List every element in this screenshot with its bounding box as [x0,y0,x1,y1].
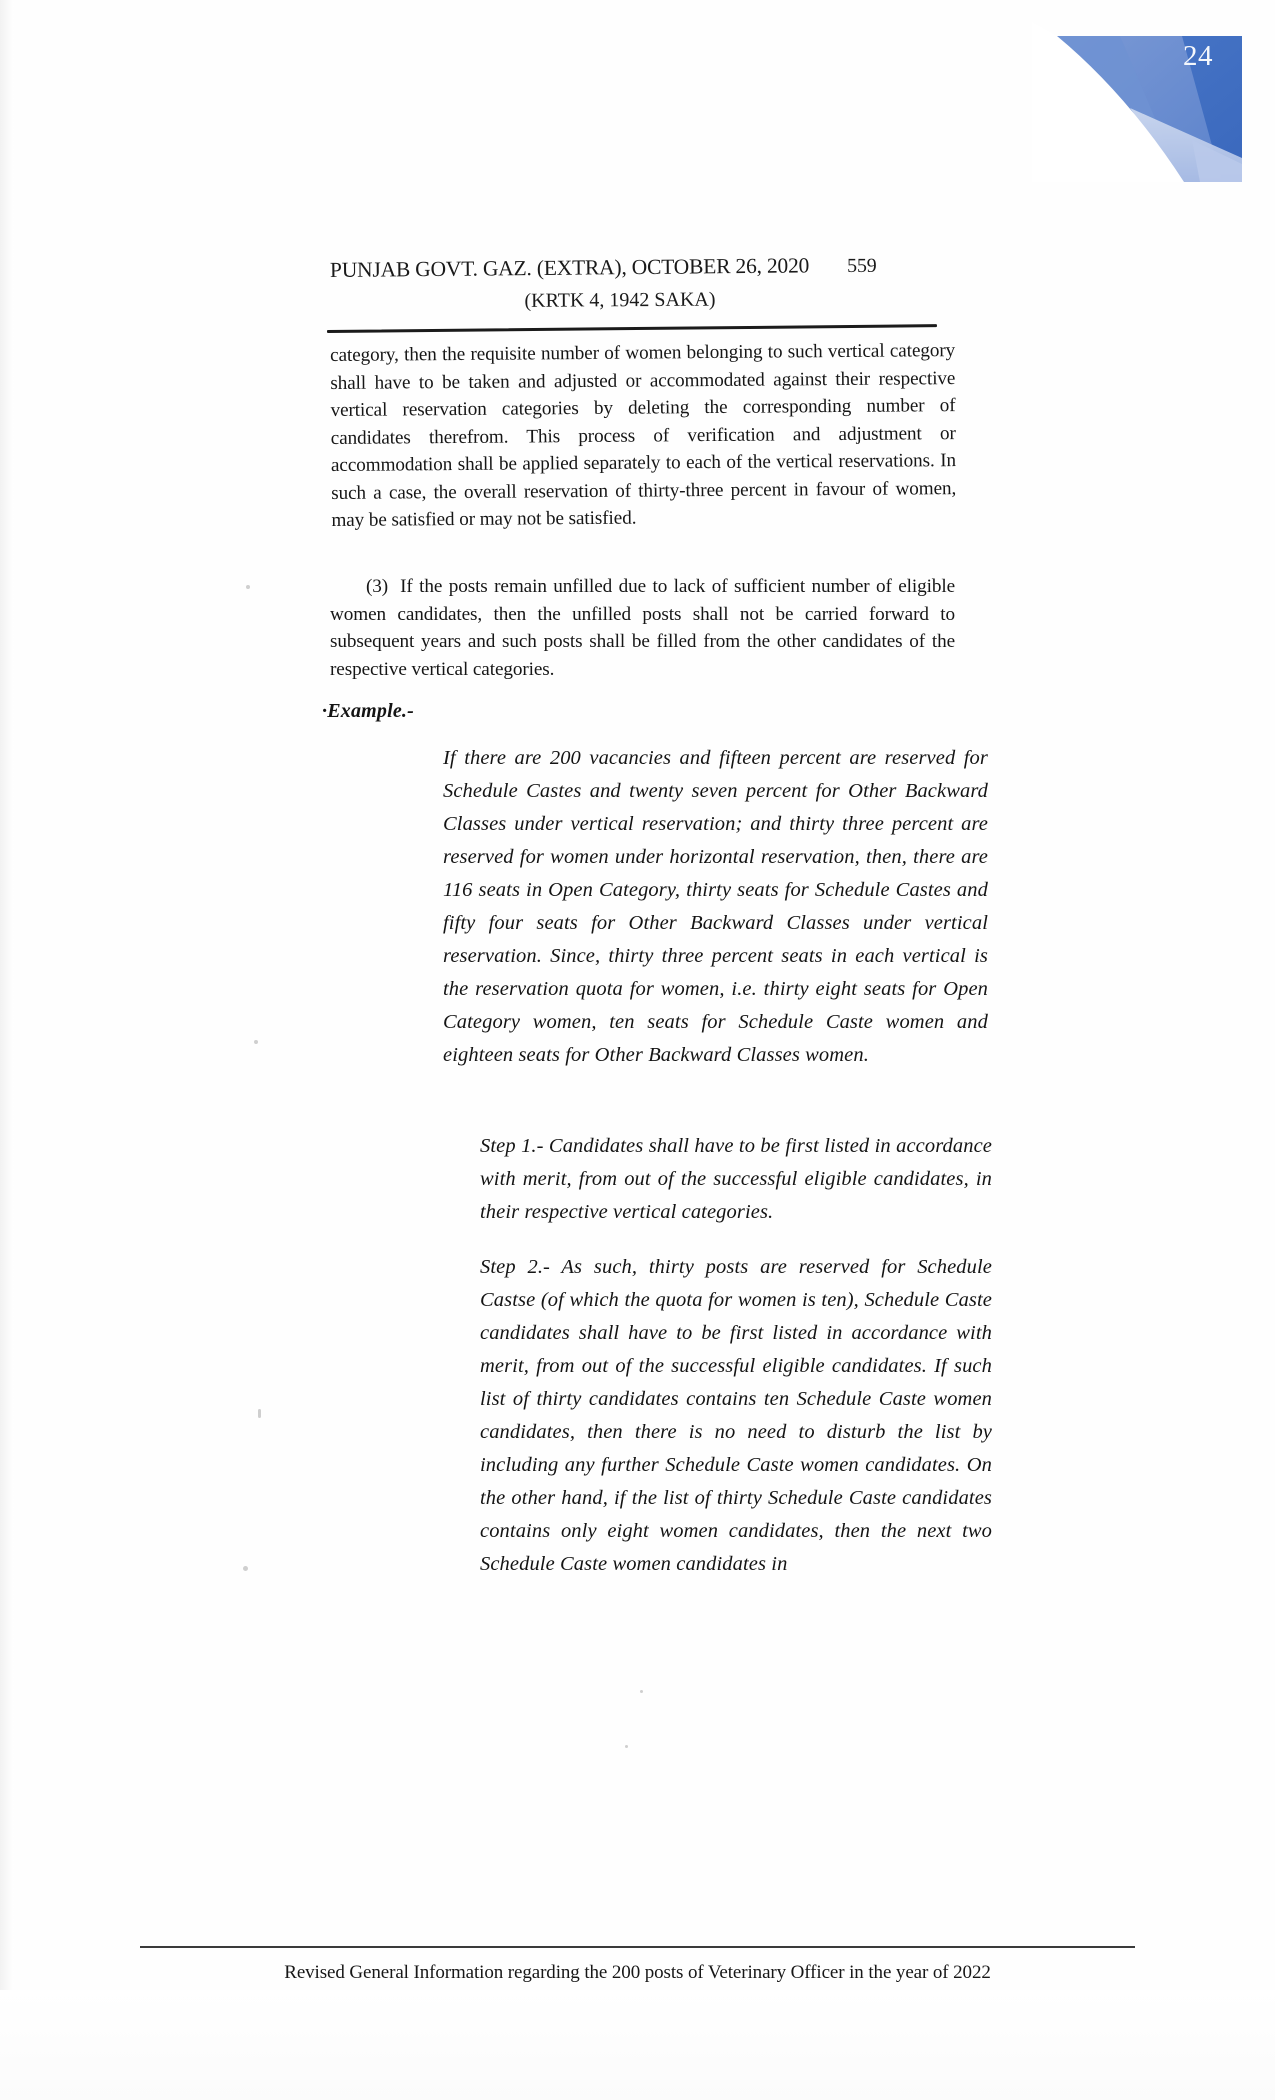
step-2-paragraph: Step 2.- As such, thirty posts are reserved for Schedule Castse (of which the quota for women is ten), Schedule Caste candidates shall have to be first listed in accordance with merit, from out of the successful eligible candidates. If such list of thirty candidates contains ten Schedule Caste women candidates, then there is no need to disturb the list by including any further Schedule Caste women candidates. On the other hand, if the list of thirty Schedule Caste candidates contains only eight women candidates, then the next two Schedule Caste women candidates in [480,1256,992,1575]
clause-3-text: If the posts remain unfilled due to lack of sufficient number of eligible women candidates, then the unfilled posts shall not be carried forward to subsequent years and such posts shall be filled from the other candidates of the respective vertical categories. [330,576,955,680]
gazette-header-line-1 [330,252,970,283]
gazette-saka-line: (KRTK 4, 1942 SAKA) [524,288,716,312]
footer-horizontal-rule [140,1946,1135,1948]
scan-speck [640,1690,643,1693]
step-1-paragraph: Step 1.- Candidates shall have to be first listed in accordance with merit, from out of the successful eligible candidates, in their respective vertical categories. [480,1135,992,1223]
scan-speck [258,1409,261,1418]
paragraph-continued: category, then the requisite number of women belonging to such vertical category shall have to be taken and adjusted or accommodated against their respective vertical reservation categories by deleting the corresponding number of candidates therefrom. This process of verification and adjustment or accommodation shall be applied separately to each of the vertical reservations. In such a case, the overall reservation of thirty-three percent in favour of women, may be satisfied or may not be satisfied. [330,340,957,531]
scan-speck [254,1040,258,1044]
clause-3-paragraph [330,573,955,683]
example-paragraph: If there are 200 vacancies and fifteen percent are reserved for Schedule Castes and twenty seven percent for Other Backward Classes under vertical reservation; and thirty three percent are reserved for women under horizontal reservation, then, there are 116 seats in Open Category, thirty seats for Schedule Castes and fifty four seats for Other Backward Classes under vertical reservation. Since, thirty three percent seats in each vertical is the reservation quota for women, i.e. thirty eight seats for Open Category women, ten seats for Schedule Caste women and eighteen seats for Other Backward Classes women. [443,747,988,1066]
scan-edge-bottom [0,1990,1275,2100]
scan-speck [243,1566,248,1571]
scan-edge-left [0,0,14,2100]
example-block [443,742,988,1072]
gazette-page-number: 559 [847,254,877,278]
clause-3-number: (3) [366,576,389,597]
gazette-header [329,253,970,312]
footer-caption: Revised General Information regarding the 200 posts of Veterinary Officer in the year of 2022 [284,1962,991,1983]
clause-3-container [330,573,955,693]
gazette-title: PUNJAB GOVT. GAZ. (EXTRA), OCTOBER 26, 2020 [329,253,810,282]
header-horizontal-rule [327,324,937,333]
document-body [330,342,955,545]
scan-speck [246,585,250,589]
scan-speck [625,1745,628,1748]
page-badge-number: 24 [1183,40,1213,72]
steps-block [480,1130,992,1603]
example-label: ·Example.- [322,700,414,722]
